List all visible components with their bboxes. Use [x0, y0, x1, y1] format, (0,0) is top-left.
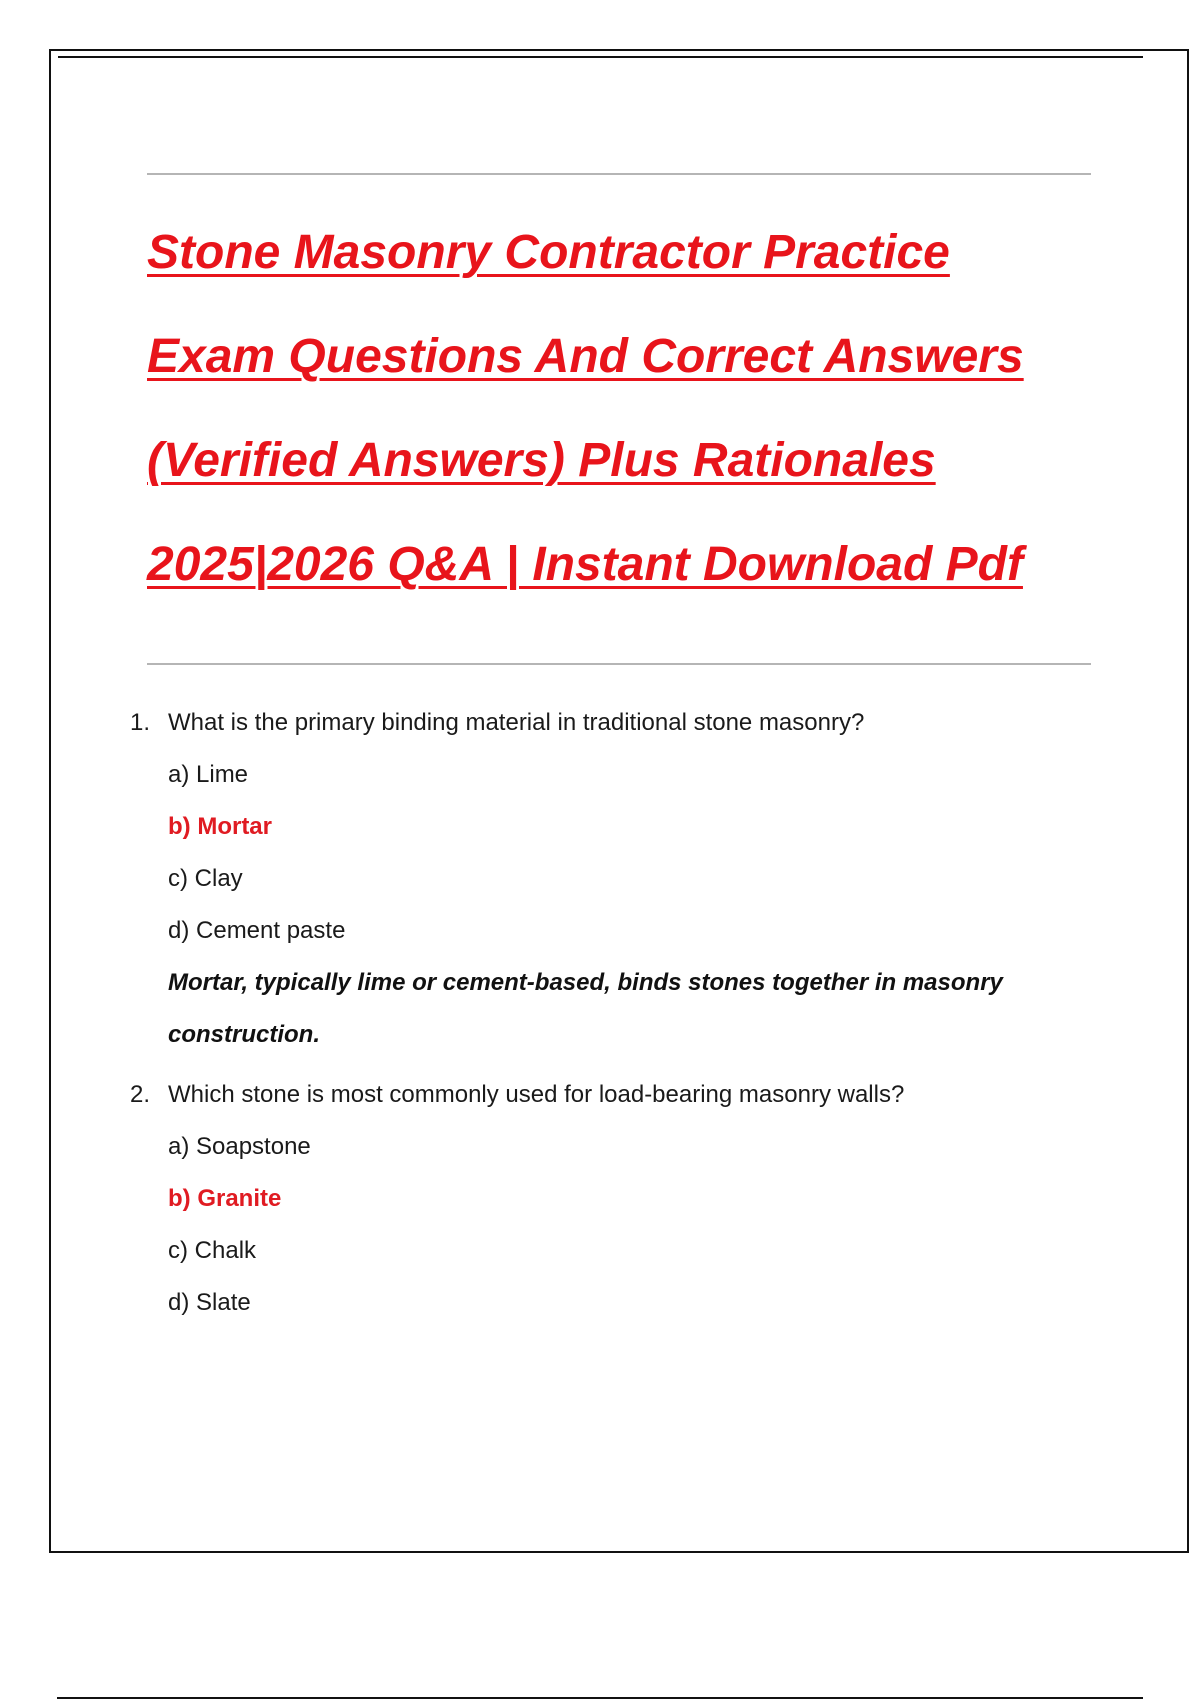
title-top-rule — [147, 173, 1091, 175]
rationale: Mortar, typically lime or cement-based, binds stones together in masonry construction. — [168, 969, 1003, 1048]
frame-top-double-line — [58, 56, 1143, 58]
next-page-top-line — [57, 1697, 1143, 1699]
question-text: What is the primary binding material in traditional stone masonry? — [168, 709, 865, 736]
title-line-2: Exam Questions And Correct Answers — [147, 330, 1024, 383]
option-d: d) Slate — [168, 1289, 251, 1316]
title-line-4: 2025|2026 Q&A | Instant Download Pdf — [147, 538, 1023, 591]
title-line-3: (Verified Answers) Plus Rationales — [147, 434, 936, 487]
question-2 — [130, 1069, 1090, 1329]
question-1 — [130, 697, 1090, 1061]
document-title — [147, 201, 1147, 617]
question-text: Which stone is most commonly used for load-bearing masonry walls? — [168, 1081, 905, 1108]
option-b-correct: b) Mortar — [168, 813, 272, 840]
title-line-1: Stone Masonry Contractor Practice — [147, 226, 950, 279]
question-number: 2. — [130, 1081, 151, 1108]
title-bottom-rule — [147, 663, 1091, 665]
question-number: 1. — [130, 709, 151, 736]
option-c: c) Chalk — [168, 1237, 257, 1264]
question-list — [130, 697, 1090, 1337]
option-c: c) Clay — [168, 865, 243, 892]
option-b-correct: b) Granite — [168, 1185, 282, 1212]
option-a: a) Lime — [168, 761, 249, 788]
question-stem — [130, 697, 1090, 749]
option-a: a) Soapstone — [168, 1133, 311, 1160]
option-d: d) Cement paste — [168, 917, 346, 944]
question-stem — [130, 1069, 1090, 1121]
